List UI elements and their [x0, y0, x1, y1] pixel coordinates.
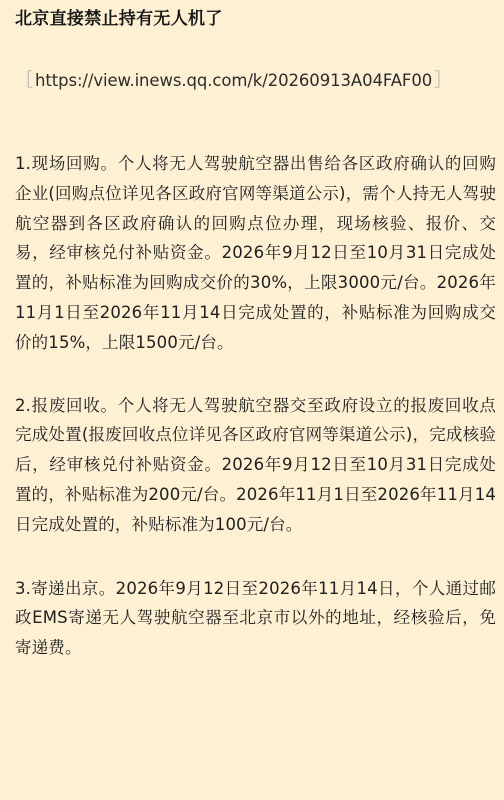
- link-open-bracket: ［: [15, 70, 33, 91]
- source-link-line: [15, 69, 496, 93]
- link-close-bracket: ］: [434, 70, 453, 91]
- policy-item-recycling: 2.报废回收。个人将无人驾驶航空器交至政府设立的报废回收点完成处置(报废回收点位详见各区政府官网等渠道公示)，完成核验后，经审核兑付补贴资金。2026年9月12日至10月31日完成处置的，补贴标准为200元/台。2026年11月1日至2026年11月14日完成处置的，补贴标准为100元/台。: [15, 395, 496, 534]
- policy-item-shipping: 3.寄递出京。2026年9月12日至2026年11月14日，个人通过邮政EMS寄递无人驾驶航空器至北京市以外的地址，经核验后，免寄递费。: [15, 578, 496, 658]
- post-title: 北京直接禁止持有无人机了: [15, 9, 223, 29]
- policy-item-repurchase: 1.现场回购。个人将无人驾驶航空器出售给各区政府确认的回购企业(回购点位详见各区政府官网等渠道公示)，需个人持无人驾驶航空器到各区政府确认的回购点位办理，现场核验、报价、交易，经审核兑付补贴资金。2026年9月12日至10月31日完成处置的，补贴标准为回购成交价的30%，上限3000元/台。2026年11月1日至2026年11月14日完成处置的，补贴标准为回购成交价的15%，上限1500元/台。: [15, 154, 496, 352]
- source-link[interactable]: https://view.inews.qq.com/k/20260913A04FAF00: [35, 71, 433, 90]
